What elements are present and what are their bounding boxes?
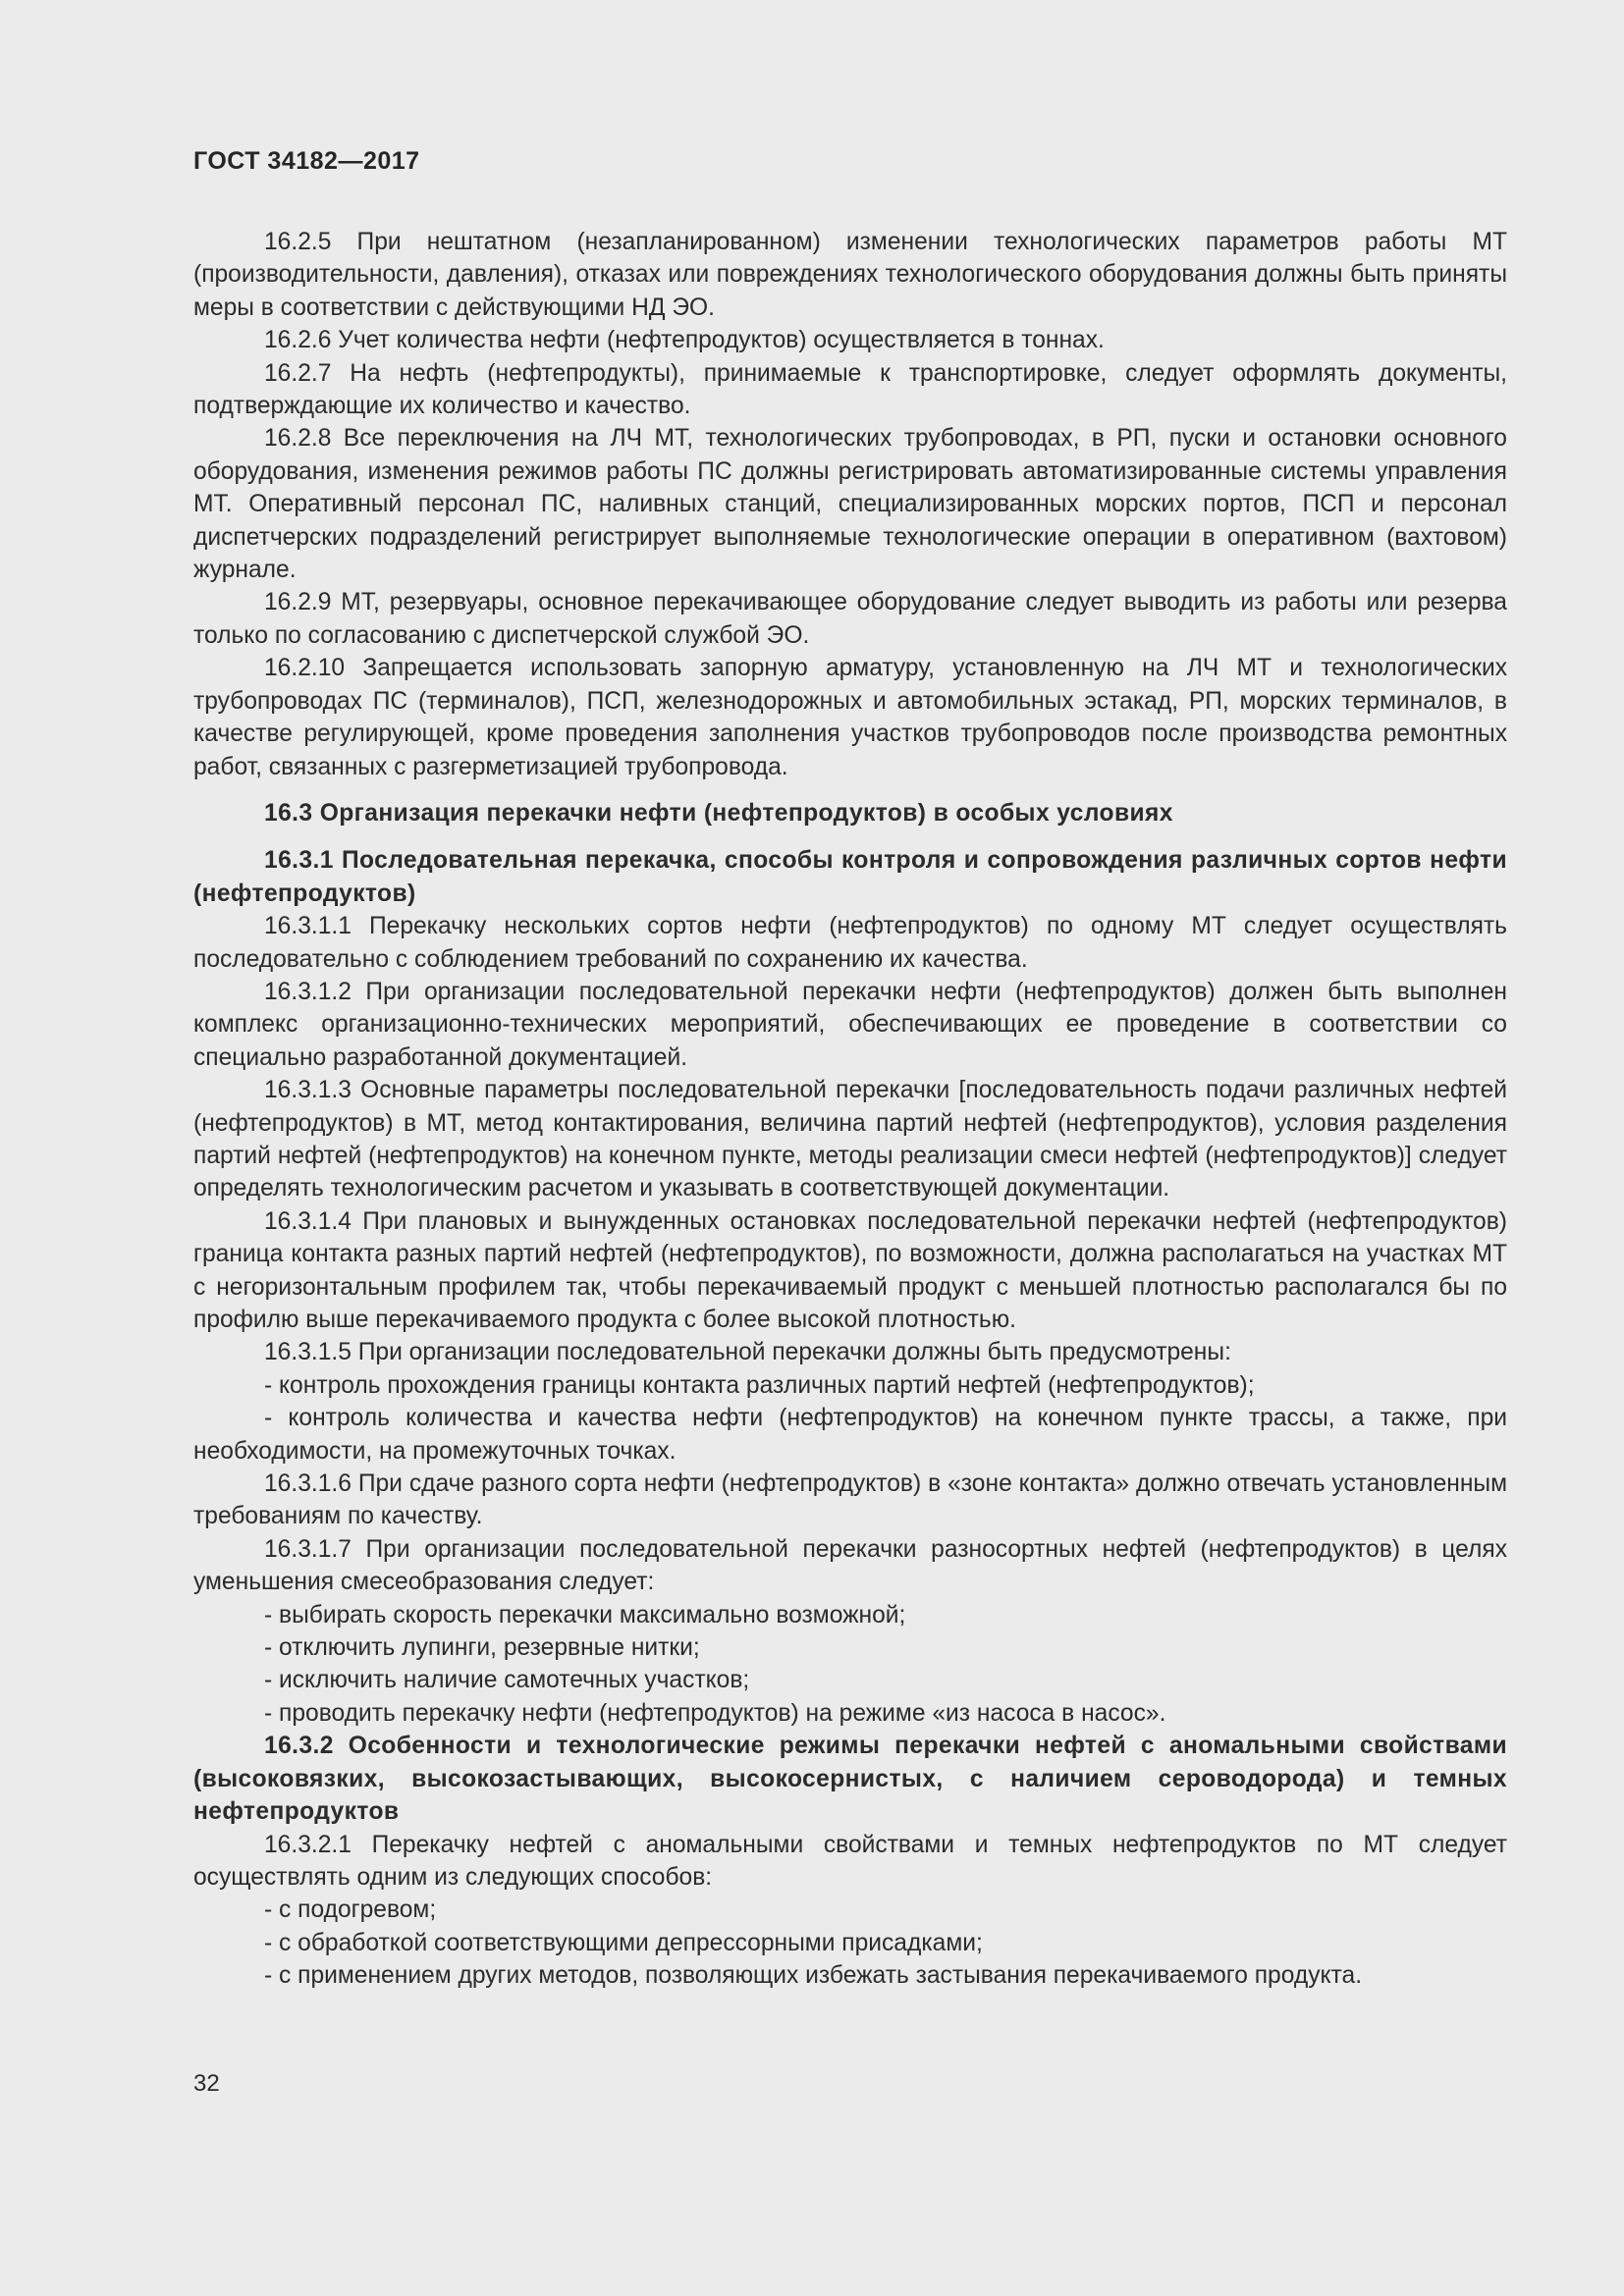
paragraph-16-3-1-5: 16.3.1.5 При организации последовательной перекачки должны быть предусмотрены: <box>264 1339 1231 1366</box>
paragraph-16-2-5: 16.2.5 При нештатном (незапланированном) изменении технологических параметров работы МТ (производительности, давления), отказах или повреждениях технологического оборудования должны быть приняты меры в соответствии с действующими НД ЭО. <box>193 229 1507 321</box>
paragraph-16-3-1-3: 16.3.1.3 Основные параметры последовательной перекачки [последовательность подачи различных нефтей (нефтепродуктов) в МТ, метод контактирования, величина партий нефтей (нефтепродуктов), условия разделения партий нефтей (нефтепродуктов) на конечном пункте, методы реализации смеси нефтей (нефтепродуктов)] следует определять технологическим расчетом и указывать в соответствующей документации. <box>193 1077 1507 1202</box>
paragraph-16-2-10: 16.2.10 Запрещается использовать запорную арматуру, установленную на ЛЧ МТ и технологических трубопроводах ПС (терминалов), ПСП, железнодорожных и автомобильных эстакад, РП, морских терминалов, в качестве регулирующей, кроме проведения заполнения участков трубопроводов после производства ремонтных работ, связанных с разгерметизацией трубопровода. <box>193 655 1507 780</box>
section-heading-16-3: 16.3 Организация перекачки нефти (нефтепродуктов) в особых условиях <box>264 799 1173 827</box>
paragraph-16-3-1-6: 16.3.1.6 При сдаче разного сорта нефти (нефтепродуктов) в «зоне контакта» должно отвечать установленным требованиям по качеству. <box>193 1470 1507 1530</box>
list-item: - с применением других методов, позволяющих избежать застывания перекачиваемого продукта. <box>264 1962 1363 1990</box>
document-body <box>193 226 1507 1993</box>
list-item: - выбирать скорость перекачки максимально возможной; <box>264 1601 906 1629</box>
paragraph-16-2-7: 16.2.7 На нефть (нефтепродукты), принимаемые к транспортировке, следует оформлять документы, подтверждающие их количество и качество. <box>193 359 1507 420</box>
paragraph-16-3-1-7: 16.3.1.7 При организации последовательной перекачки разносортных нефтей (нефтепродуктов) в целях уменьшения смесеобразования следует: <box>193 1535 1507 1596</box>
list-item: - с подогревом; <box>264 1896 437 1924</box>
list-item: - исключить наличие самотечных участков; <box>264 1667 750 1694</box>
paragraph-16-2-6: 16.2.6 Учет количества нефти (нефтепродуктов) осуществляется в тоннах. <box>264 327 1105 354</box>
list-item: - с обработкой соответствующими депрессорными присадками; <box>264 1929 983 1956</box>
paragraph-16-3-1-4: 16.3.1.4 При плановых и вынужденных остановках последовательной перекачки нефтей (нефтепродуктов) граница контакта разных партий нефтей (нефтепродуктов), по возможности, должна располагаться на участках МТ с негоризонтальным профилем так, чтобы перекачиваемый продукт с меньшей плотностью располагался бы по профилю выше перекачиваемого продукта с более высокой плотностью. <box>193 1207 1507 1333</box>
document-header: ГОСТ 34182—2017 <box>193 147 420 175</box>
page-number: 32 <box>193 2070 220 2097</box>
list-item: - контроль количества и качества нефти (нефтепродуктов) на конечном пункте трассы, а также, при необходимости, на промежуточных точках. <box>193 1405 1507 1465</box>
subsection-heading-16-3-2: 16.3.2 Особенности и технологические режимы перекачки нефтей с аномальными свойствами (высоковязких, высокозастывающих, высокосернистых, с наличием сероводорода) и темных нефтепродуктов <box>193 1733 1507 1826</box>
paragraph-16-3-1-1: 16.3.1.1 Перекачку нескольких сортов нефти (нефтепродуктов) по одному МТ следует осуществлять последовательно с соблюдением требований по сохранению их качества. <box>193 913 1507 973</box>
paragraph-16-2-8: 16.2.8 Все переключения на ЛЧ МТ, технологических трубопроводах, в РП, пуски и остановки основного оборудования, изменения режимов работы ПС должны регистрировать автоматизированные системы управления МТ. Оперативный персонал ПС, наливных станций, специализированных морских портов, ПСП и персонал диспетчерских подразделений регистрирует выполняемые технологические операции в оперативном (вахтовом) журнале. <box>193 425 1507 584</box>
subsection-heading-16-3-1: 16.3.1 Последовательная перекачка, способы контроля и сопровождения различных сортов нефти (нефтепродуктов) <box>193 847 1507 907</box>
list-item: - проводить перекачку нефти (нефтепродуктов) на режиме «из насоса в насос». <box>264 1699 1166 1727</box>
paragraph-16-3-2-1: 16.3.2.1 Перекачку нефтей с аномальными свойствами и темных нефтепродуктов по МТ следует осуществлять одним из следующих способов: <box>193 1831 1507 1891</box>
paragraph-16-3-1-2: 16.3.1.2 При организации последовательной перекачки нефти (нефтепродуктов) должен быть выполнен комплекс организационно-технических мероприятий, обеспечивающих ее проведение в соответствии со специально разработанной документацией. <box>193 978 1507 1071</box>
paragraph-16-2-9: 16.2.9 МТ, резервуары, основное перекачивающее оборудование следует выводить из работы или резерва только по согласованию с диспетчерской службой ЭО. <box>193 589 1507 649</box>
list-item: - контроль прохождения границы контакта различных партий нефтей (нефтепродуктов); <box>264 1371 1255 1399</box>
list-item: - отключить лупинги, резервные нитки; <box>264 1634 700 1662</box>
